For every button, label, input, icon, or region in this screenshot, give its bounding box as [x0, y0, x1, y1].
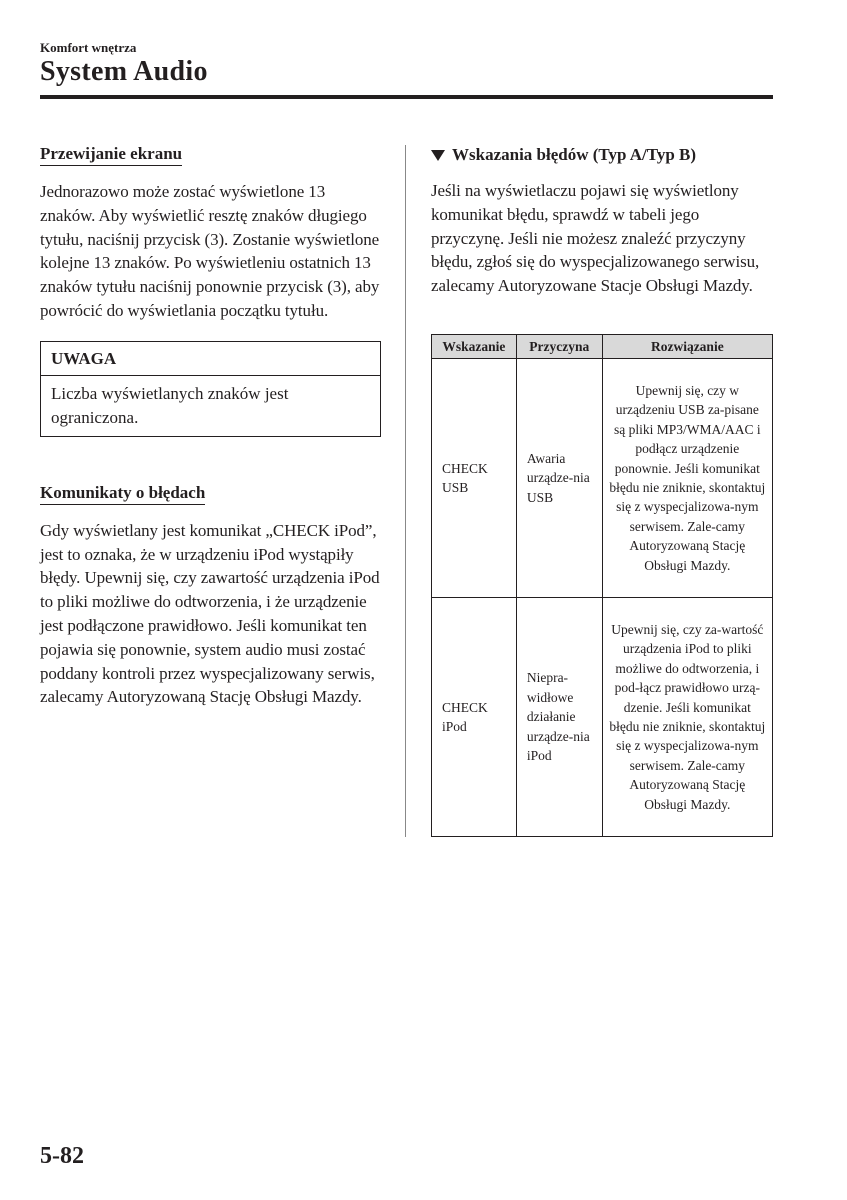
- cell-indication: CHECK USB: [432, 359, 517, 598]
- column-divider: [405, 145, 406, 837]
- table-row: [432, 598, 773, 837]
- error-intro-paragraph: Jeśli na wyświetlaczu pojawi się wyświetlony komunikat błędu, sprawdź w tabeli jego przyczynę. Jeśli nie możesz znaleźć przyczyny błędu, zgłoś się do wyspecjalizowanego serwisu, zalecamy Autoryzowane Stacje Obsługi Mazdy.: [431, 181, 760, 296]
- cell-solution: Upewnij się, czy w urządzeniu USB za-pisane są pliki MP3/WMA/AAC i podłącz urządzenie ponownie. Jeśli komunikat błędu nie zniknie, skontaktuj się z wyspecjalizowa-nym serwisem. Zale-camy Autoryzowaną Stację Obsługi Mazdy.: [602, 359, 772, 598]
- errors-heading: Komunikaty o błędach: [40, 483, 205, 505]
- cell-cause: Niepra-widłowe działanie urządze-nia iPod: [516, 598, 602, 837]
- error-indications-heading-text: Wskazania błędów (Typ A/Typ B): [452, 145, 697, 164]
- right-column: [431, 144, 773, 298]
- triangle-down-icon: [431, 150, 445, 161]
- left-column: [40, 144, 381, 709]
- cell-cause: Awaria urządze-nia USB: [516, 359, 602, 598]
- cell-solution: Upewnij się, czy za-wartość urządzenia iPod to pliki możliwe do odtworzenia, i pod-łącz prawidłowo urzą-dzenie. Jeśli komunikat błędu nie zniknie, skontaktuj się z wyspecjalizowa-nym serwisem. Zale-camy Autoryzowaną Stację Obsługi Mazdy.: [602, 598, 772, 837]
- page-title: System Audio: [40, 56, 208, 87]
- page-number: 5-82: [40, 1143, 84, 1169]
- header-cause: Przyczyna: [516, 335, 602, 359]
- note-box: [40, 341, 381, 437]
- scroll-paragraph: Jednorazowo może zostać wyświetlone 13 znaków. Aby wyświetlić resztę znaków długiego tytułu, naciśnij przycisk (3). Zostanie wyświetlone kolejne 13 znaków. Po wyświetleniu ostatnich 13 znaków tytułu naciśnij ponownie przycisk (3), aby powrócić do wyświetlania początku tytułu.: [40, 182, 380, 320]
- header-solution: Rozwiązanie: [602, 335, 772, 359]
- section-label: Komfort wnętrza: [40, 40, 137, 55]
- title-divider: [40, 95, 773, 99]
- scroll-heading: Przewijanie ekranu: [40, 144, 182, 166]
- table-row: [432, 359, 773, 598]
- header-indication: Wskazanie: [432, 335, 517, 359]
- error-indications-heading: [431, 144, 773, 166]
- note-title: UWAGA: [41, 342, 380, 376]
- errors-paragraph: Gdy wyświetlany jest komunikat „CHECK iPod”, jest to oznaka, że w urządzeniu iPod wystąpiły błędy. Upewnij się, czy zawartość urządzenia iPod to pliki możliwe do odtworzenia, i że urządzenie jest podłączone prawidłowo. Jeśli komunikat ten pojawia się ponownie, system audio musi zostać poddany kontroli przez wyspecjalizowany serwis, zalecamy Autoryzowaną Stację Obsługi Mazdy.: [40, 520, 380, 707]
- error-table: [431, 334, 773, 837]
- note-text: Liczba wyświetlanych znaków jest ograniczona.: [51, 383, 289, 427]
- table-header-row: [432, 335, 773, 359]
- cell-indication: CHECK iPod: [432, 598, 517, 837]
